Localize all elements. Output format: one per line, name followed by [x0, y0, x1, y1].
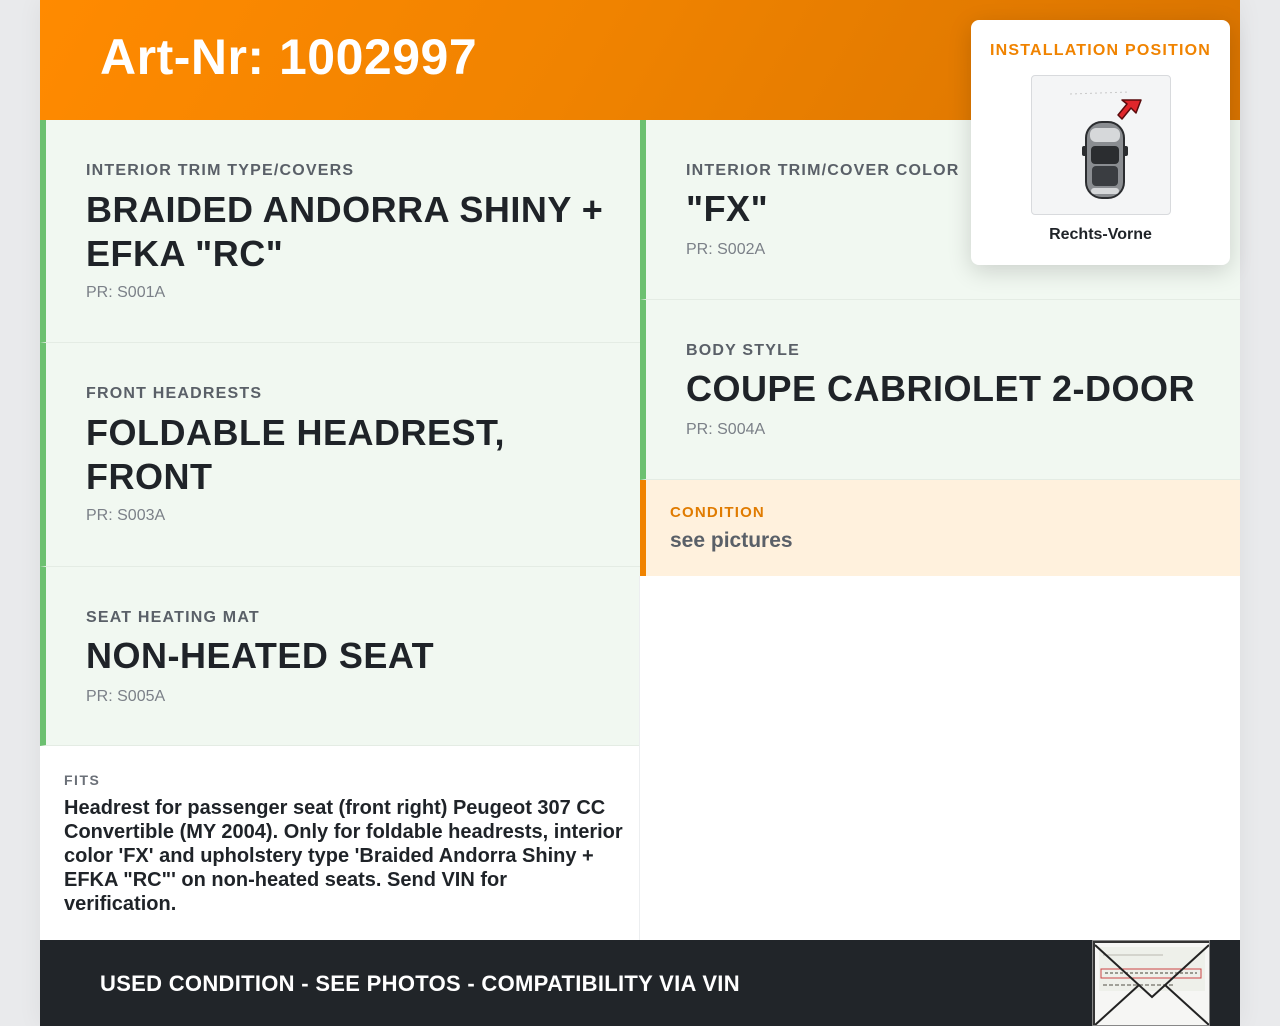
fits-section [40, 746, 640, 940]
spec-label: BODY STYLE [686, 342, 800, 359]
spec-label: INTERIOR TRIM/COVER COLOR [686, 162, 960, 179]
installation-position-value: Rechts-Vorne [1049, 226, 1152, 243]
spec-label: FRONT HEADRESTS [86, 385, 263, 402]
condition-label: CONDITION [670, 504, 765, 521]
car-top-view-icon [1032, 76, 1172, 216]
spec-value-line-2: EFKA "RC" [86, 233, 284, 274]
spec-value: "FX" [686, 188, 769, 229]
spec-interior-trim-type [40, 120, 640, 343]
footer-note: USED CONDITION - SEE PHOTOS - COMPATIBILITY VIA VIN [100, 971, 740, 996]
spec-value-line-1: BRAIDED ANDORRA SHINY + [86, 189, 604, 230]
spec-value: COUPE CABRIOLET 2-DOOR [686, 368, 1196, 409]
footer-bar [40, 940, 1240, 1026]
spec-pr-code: PR: S004A [686, 421, 766, 438]
column-divider [639, 576, 640, 940]
spec-pr-code: PR: S001A [86, 284, 166, 301]
spec-body-style [640, 300, 1240, 480]
document-thumbnail[interactable] [1092, 940, 1210, 1026]
spec-pr-code: PR: S002A [686, 241, 766, 258]
fits-description: Headrest for passenger seat (front right) Peugeot 307 CC Convertible (MY 2004). Only for foldable headrests, interior color 'FX' and upholstery type 'Braided Andorra Shiny + EFKA "RC"' on non-heated seats. Send VIN for verification. [64, 797, 623, 915]
fits-label: FITS [64, 772, 101, 788]
car-position-image [1031, 75, 1171, 215]
installation-position-card [971, 20, 1230, 265]
installation-position-label: INSTALLATION POSITION [989, 42, 1212, 59]
spec-value: NON-HEATED SEAT [86, 635, 435, 676]
spec-pr-code: PR: S005A [86, 688, 166, 705]
spec-value-line-2: FRONT [86, 456, 213, 497]
spec-label: SEAT HEATING MAT [86, 609, 260, 626]
spec-pr-code: PR: S003A [86, 507, 166, 524]
spec-value-line-1: FOLDABLE HEADREST, [86, 412, 506, 453]
spec-front-headrests [40, 343, 640, 567]
condition-box [640, 480, 1240, 576]
spec-seat-heating-mat [40, 567, 640, 746]
document-envelope-icon [1093, 941, 1210, 1026]
article-number-title: Art-Nr: 1002997 [100, 29, 478, 85]
spec-label: INTERIOR TRIM TYPE/COVERS [86, 162, 355, 179]
condition-value: see pictures [670, 529, 793, 552]
